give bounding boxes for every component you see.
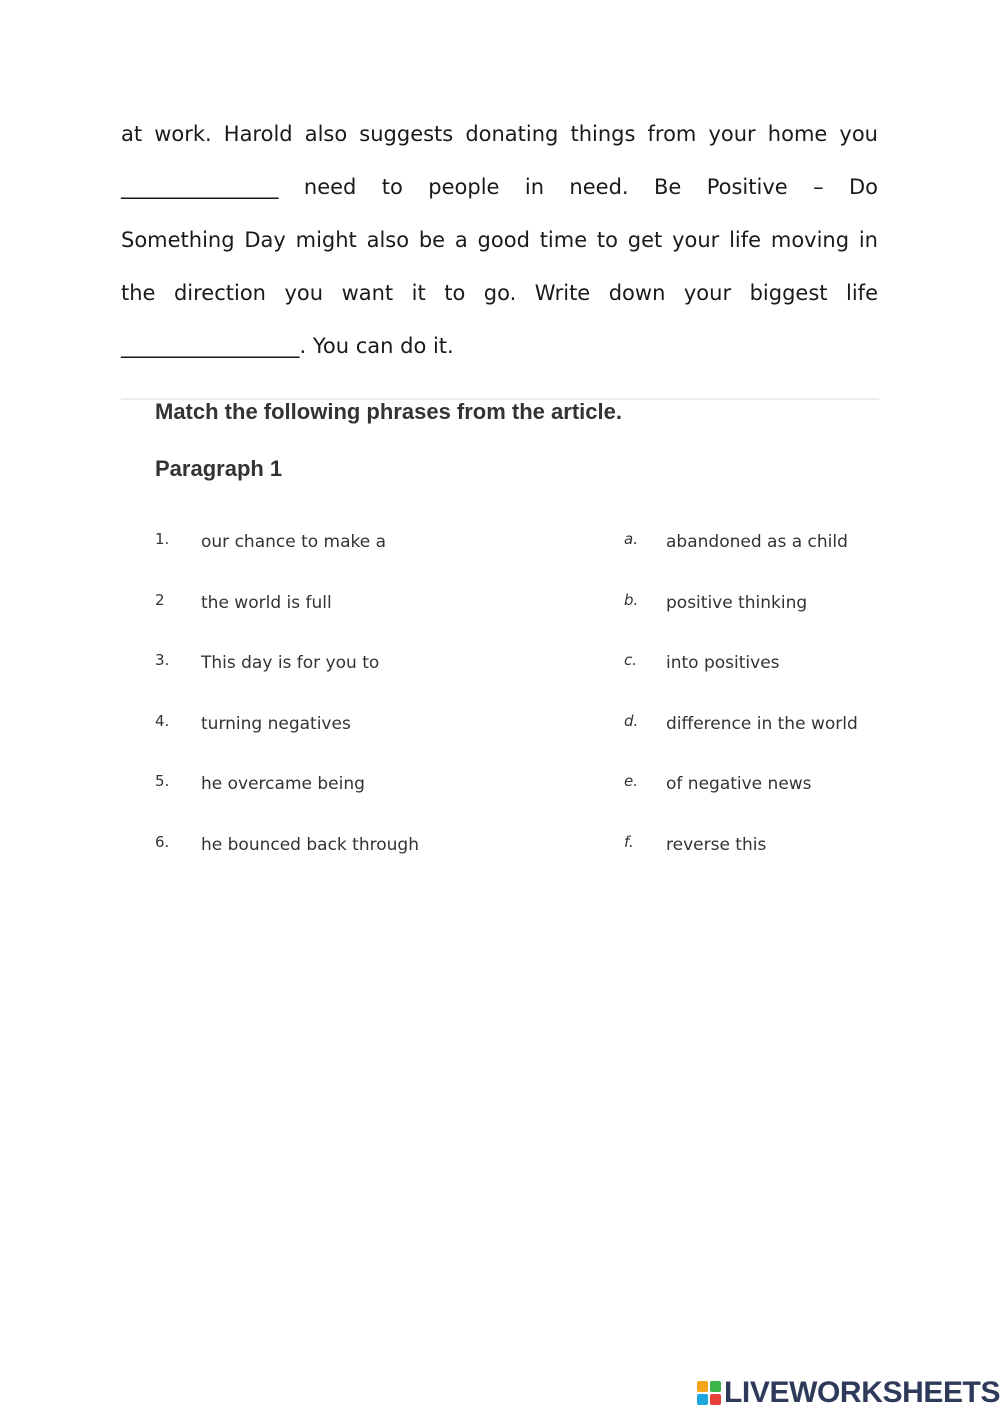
right-phrase-item: [624, 591, 879, 652]
item-number: 3.: [155, 651, 170, 670]
item-letter: f.: [624, 832, 634, 851]
item-phrase: reverse this: [666, 834, 767, 855]
left-phrase-item: [155, 530, 455, 591]
article-line: _______________ need to people in need. Be Positive – Do: [121, 175, 878, 199]
item-phrase: the world is full: [201, 592, 332, 613]
left-phrase-item: [155, 712, 455, 773]
item-letter: d.: [624, 711, 639, 730]
exercise-instructions: Match the following phrases from the article.: [155, 399, 622, 424]
brand-name: LIVEWORKSHEETS: [724, 1376, 1000, 1409]
item-phrase: turning negatives: [201, 713, 351, 734]
left-phrase-item: [155, 591, 455, 652]
article-line: at work. Harold also suggests donating things from your home you: [121, 122, 878, 146]
article-line: the direction you want it to go. Write down your biggest life: [121, 281, 878, 305]
item-phrase: difference in the world: [666, 713, 858, 734]
item-phrase: our chance to make a: [201, 532, 387, 552]
right-phrase-item: [624, 833, 879, 894]
right-phrase-item: [624, 530, 879, 591]
right-phrase-item: [624, 772, 879, 833]
item-number: 5.: [155, 772, 170, 791]
left-phrase-item: [155, 833, 455, 894]
logo-square: [710, 1394, 721, 1405]
right-phrase-list: [624, 530, 879, 894]
item-letter: e.: [624, 772, 638, 791]
liveworksheets-logo: [697, 1376, 1000, 1410]
article-text: [121, 108, 878, 373]
item-phrase: he bounced back through: [201, 834, 419, 855]
left-phrase-item: [155, 651, 455, 712]
article-line: _________________. You can do it.: [121, 334, 454, 358]
article-line: Something Day might also be a good time to get your life moving in: [121, 228, 878, 252]
item-number: 2: [155, 590, 165, 609]
liveworksheets-logo-icon: [697, 1381, 721, 1405]
item-letter: b.: [624, 590, 639, 609]
item-number: 6.: [155, 832, 170, 851]
paragraph-heading: Paragraph 1: [155, 456, 283, 481]
matching-exercise: [121, 398, 879, 880]
item-phrase: abandoned as a child: [666, 532, 848, 552]
item-number: 1.: [155, 530, 170, 548]
left-phrase-list: [155, 530, 455, 894]
item-phrase: of negative news: [666, 774, 812, 795]
item-phrase: he overcame being: [201, 774, 365, 795]
right-phrase-item: [624, 712, 879, 773]
item-number: 4.: [155, 711, 170, 730]
logo-square: [697, 1381, 708, 1392]
item-phrase: positive thinking: [666, 592, 808, 613]
item-phrase: This day is for you to: [201, 653, 380, 674]
logo-square: [710, 1381, 721, 1392]
item-letter: c.: [624, 651, 638, 670]
item-letter: a.: [624, 530, 638, 548]
right-phrase-item: [624, 651, 879, 712]
logo-square: [697, 1394, 708, 1405]
item-phrase: into positives: [666, 653, 780, 674]
left-phrase-item: [155, 772, 455, 833]
